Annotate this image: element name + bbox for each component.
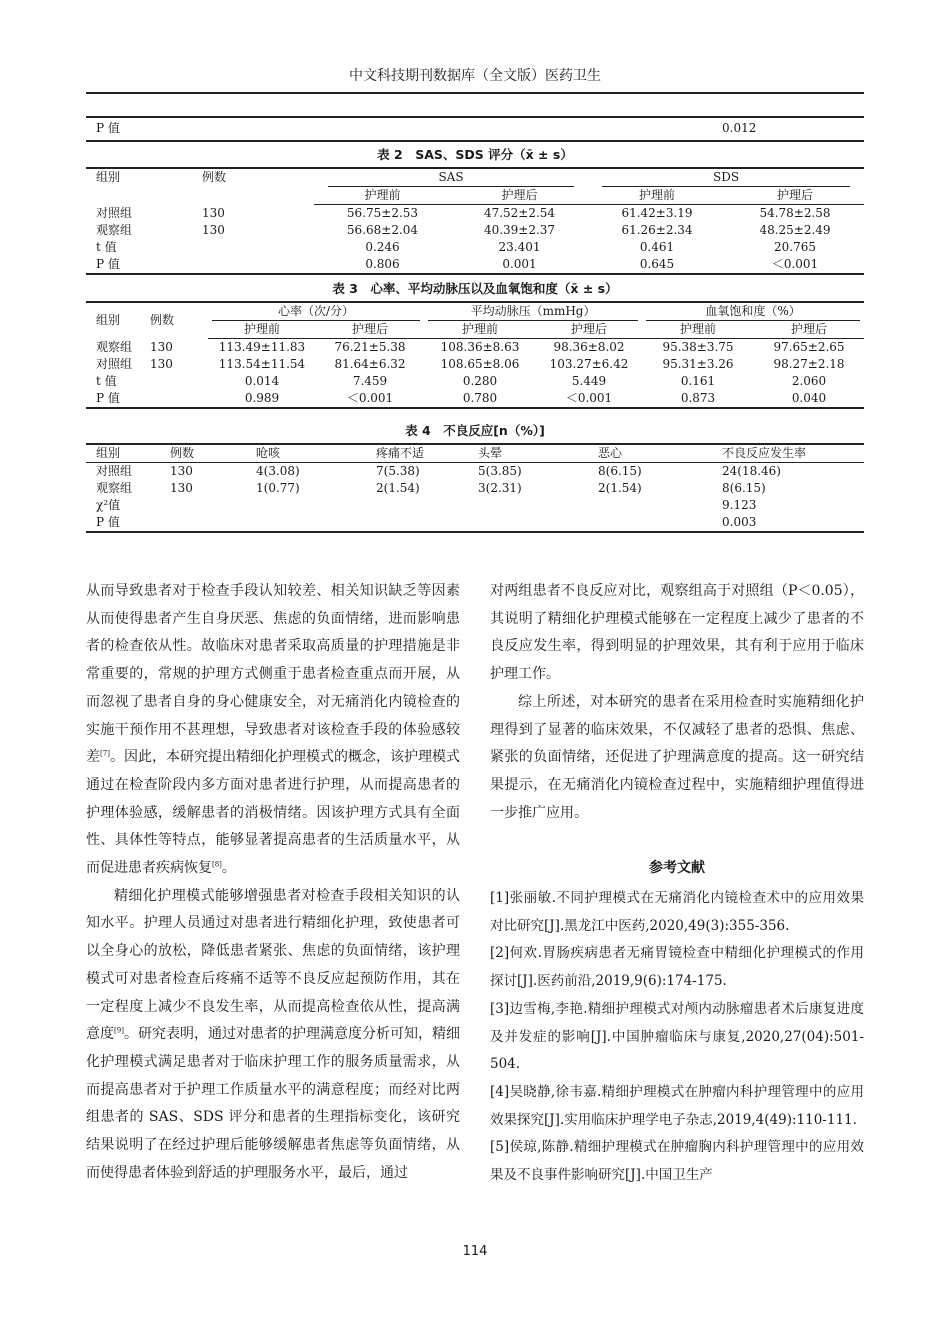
table-cell bbox=[376, 514, 478, 532]
table-cell: 0.001 bbox=[451, 256, 588, 274]
table-row bbox=[86, 480, 864, 497]
table-cell bbox=[598, 514, 722, 532]
table-cell: t 值 bbox=[96, 240, 117, 254]
table3-header-n: 例数 bbox=[150, 302, 208, 339]
page-number: 114 bbox=[462, 1244, 488, 1259]
text-run: 精细化护理模式能够增强患者对检查手段相关知识的认知水平。护理人员通过对患者进行精细化护理，致使患者可以全身心的放松，降低患者紧张、焦虑的负面情绪，该护理模式可对患者检查后疼痛不适等不良反应起预防作用，其在一定程度上减少不良发生率，从而提高检查依从性，提高满意度 bbox=[86, 887, 460, 1043]
table-cell: 48.25±2.49 bbox=[759, 223, 831, 237]
citation: [9] bbox=[114, 1026, 124, 1035]
table-cell: 对照组 bbox=[96, 464, 133, 478]
table4-header: 例数 bbox=[170, 444, 256, 463]
table-cell: 76.21±5.38 bbox=[334, 340, 406, 354]
table-cell: 观察组 bbox=[96, 223, 133, 237]
journal-header: 中文科技期刊数据库（全文版）医药卫生 bbox=[86, 62, 864, 94]
table-row bbox=[86, 514, 864, 532]
table-cell bbox=[478, 497, 598, 514]
table-cell: 61.42±3.19 bbox=[621, 206, 693, 220]
body-paragraph bbox=[86, 883, 460, 1188]
table-cell: 对照组 bbox=[96, 357, 133, 371]
text-run: 。研究表明，通过对患者的护理满意度分析可知，精细化护理模式满足患者对于临床护理工作的服务质量需求，从而提高患者对于护理工作质量水平的满意程度；而经对比两组患者的 SAS、SDS 评分和患者的生理指标变化，该研究结果说明了在经过护理后能够缓解患者焦虑等负面情绪，从而使得患者体验到舒适的护理服务水平，最后，通过 bbox=[86, 1026, 461, 1181]
table2-caption: 表 2 SAS、SDS 评分（x̄ ± s） bbox=[377, 147, 573, 162]
table-cell bbox=[196, 256, 314, 274]
table-cell: 0.280 bbox=[462, 374, 498, 388]
table-cell: 113.54±11.54 bbox=[218, 357, 306, 371]
table-cell: 103.27±6.42 bbox=[549, 357, 629, 371]
table-cell: 47.52±2.54 bbox=[483, 206, 556, 220]
table4 bbox=[86, 443, 864, 533]
table-cell: 97.65±2.65 bbox=[773, 340, 845, 354]
table-cell: P 值 bbox=[86, 390, 150, 408]
table-cell: ＜0.001 bbox=[536, 390, 642, 408]
table-row bbox=[86, 205, 864, 223]
table2-header-sds: SDS bbox=[602, 169, 850, 187]
table-cell: 8(6.15) bbox=[722, 481, 766, 495]
table-row bbox=[86, 256, 864, 274]
table-cell: 98.27±2.18 bbox=[773, 357, 845, 371]
body-paragraph: 对两组患者不良反应对比，观察组高于对照组（P＜0.05），其说明了精细化护理模式能够在一定程度上减少了患者的不良反应发生率，得到明显的护理效果，其有利于应用于临床护理工作。 bbox=[490, 583, 864, 683]
table-cell: 23.401 bbox=[498, 240, 541, 254]
reference-item: [4]吴晓静,徐韦嘉.精细护理模式在肿瘤内科护理管理中的应用效果探究[J].实用临床护理学电子杂志,2019,4(49):110-111. bbox=[490, 1083, 864, 1128]
table3-header-hr: 心率（次/分） bbox=[212, 303, 420, 321]
references-title: 参考文献 bbox=[649, 860, 705, 877]
table-row bbox=[86, 239, 864, 256]
table-cell: P 值 bbox=[86, 514, 170, 532]
table-cell bbox=[150, 373, 208, 390]
table-cell: 0.461 bbox=[639, 240, 675, 254]
table-cell: 130 bbox=[170, 481, 193, 495]
table4-header: 疼痛不适 bbox=[376, 444, 478, 463]
table-cell: 95.31±3.26 bbox=[662, 357, 734, 371]
table3-header-group: 组别 bbox=[86, 302, 150, 339]
table-cell: 8(6.15) bbox=[598, 464, 642, 478]
table3 bbox=[86, 301, 864, 409]
table-cell: ＜0.001 bbox=[316, 390, 424, 408]
right-column bbox=[490, 578, 864, 1190]
table-cell: 54.78±2.58 bbox=[759, 206, 831, 220]
table3-header-after: 护理后 bbox=[316, 321, 424, 339]
table-cell: 2(1.54) bbox=[598, 481, 642, 495]
table-cell: 0.161 bbox=[680, 374, 716, 388]
table-cell bbox=[256, 514, 376, 532]
table-cell bbox=[478, 514, 598, 532]
previous-table-tail bbox=[86, 116, 864, 142]
table-cell: 5.449 bbox=[571, 374, 607, 388]
table-row bbox=[86, 339, 864, 357]
table-cell: 7(5.38) bbox=[376, 464, 420, 478]
table-cell bbox=[150, 390, 208, 408]
table-cell bbox=[170, 514, 256, 532]
citation: [7] bbox=[100, 749, 110, 758]
table-cell: 0.989 bbox=[208, 390, 316, 408]
table-row bbox=[86, 390, 864, 408]
table3-header-before: 护理前 bbox=[424, 321, 536, 339]
table4-header: 恶心 bbox=[598, 444, 722, 463]
table-cell: 0.806 bbox=[314, 256, 451, 274]
table-cell: ＜0.001 bbox=[726, 256, 864, 274]
table-cell: 61.26±2.34 bbox=[621, 223, 693, 237]
p-value: 0.012 bbox=[722, 121, 757, 135]
table-row bbox=[86, 497, 864, 514]
table2-header-group: 组别 bbox=[86, 168, 196, 205]
table2-header-sas-after: 护理后 bbox=[451, 187, 588, 205]
table-cell: 108.36±8.63 bbox=[440, 340, 520, 354]
table-cell: 130 bbox=[202, 223, 225, 237]
table3-header-spo2: 血氧饱和度（%） bbox=[646, 303, 860, 321]
table-cell: χ²值 bbox=[96, 498, 121, 512]
table-cell: 7.459 bbox=[352, 374, 388, 388]
reference-item: [3]边雪梅,李艳.精细护理模式对颅内动脉瘤患者术后康复进度及并发症的影响[J].中国肿瘤临床与康复,2020,27(04):501-504. bbox=[490, 1000, 864, 1073]
table2 bbox=[86, 167, 864, 275]
table4-header: 不良反应发生率 bbox=[722, 444, 864, 463]
reference-item: [2]何欢.胃肠疾病患者无痛胃镜检查中精细化护理模式的作用探讨[J].医药前沿,2019,9(6):174-175. bbox=[490, 945, 864, 990]
table2-header-sds-after: 护理后 bbox=[726, 187, 864, 205]
table4-header: 头晕 bbox=[478, 444, 598, 463]
table3-header-map: 平均动脉压（mmHg） bbox=[428, 303, 638, 321]
table-cell: 95.38±3.75 bbox=[662, 340, 734, 354]
table-cell: 20.765 bbox=[774, 240, 817, 254]
table-cell: 观察组 bbox=[96, 339, 133, 354]
table-cell bbox=[170, 497, 256, 514]
table-cell: 9.123 bbox=[722, 498, 757, 512]
table-cell: 130 bbox=[150, 357, 173, 371]
table-cell: 0.645 bbox=[588, 256, 726, 274]
table-cell: 130 bbox=[202, 205, 225, 220]
table-cell: 98.36±8.02 bbox=[553, 340, 625, 354]
table3-header-before: 护理前 bbox=[208, 321, 316, 339]
citation: [8] bbox=[212, 860, 222, 869]
p-value-label: P 值 bbox=[96, 121, 120, 135]
table-cell: 2(1.54) bbox=[376, 481, 420, 495]
table-cell: 113.49±11.83 bbox=[218, 340, 306, 354]
table4-caption: 表 4 不良反应[n（%）] bbox=[405, 423, 545, 438]
table2-header-sds-before: 护理前 bbox=[588, 187, 726, 205]
table-cell: 0.014 bbox=[244, 374, 280, 388]
table-row bbox=[86, 222, 864, 239]
text-run: 。 bbox=[221, 860, 236, 877]
table-cell: 40.39±2.37 bbox=[483, 223, 556, 237]
table-cell bbox=[376, 497, 478, 514]
table-cell: 108.65±8.06 bbox=[440, 357, 520, 371]
text-run: 从而导致患者对于检查手段认知较差、相关知识缺乏等因素从而使得患者产生自身厌恶、焦虑的负面情绪，进而影响患者的检查依从性。故临床对患者采取高质量的护理措施是非常重要的，常规的护理方式侧重于患者检查重点而开展，从而忽视了患者自身的身心健康安全，对无痛消化内镜检查的实施干预作用不甚理想，导致患者对该检查手段的体验感较差 bbox=[86, 583, 460, 766]
table3-header-after: 护理后 bbox=[536, 321, 642, 339]
table-cell: 1(0.77) bbox=[256, 481, 300, 495]
table-row bbox=[86, 463, 864, 481]
table4-header: 呛咳 bbox=[256, 444, 376, 463]
table-cell bbox=[598, 497, 722, 514]
table-cell: 对照组 bbox=[96, 205, 133, 220]
table4-header: 组别 bbox=[86, 444, 170, 463]
table-cell: 0.873 bbox=[642, 390, 754, 408]
table-cell: 130 bbox=[150, 339, 173, 354]
reference-item: [1]张丽敏.不同护理模式在无痛消化内镜检查术中的应用效果对比研究[J].黑龙江中医药,2020,49(3):355-356. bbox=[490, 890, 864, 934]
left-column bbox=[86, 578, 460, 1187]
body-paragraph: 综上所述，对本研究的患者在采用检查时实施精细化护理得到了显著的临床效果，不仅减轻了患者的恐惧、焦虑、紧张的负面情绪，还促进了护理满意度的提高。这一研究结果提示，在无痛消化内镜检查过程中，实施精细护理值得进一步推广应用。 bbox=[490, 693, 864, 821]
table-cell bbox=[256, 497, 376, 514]
table-cell: 5(3.85) bbox=[478, 464, 522, 478]
table2-header-sas-before: 护理前 bbox=[314, 187, 451, 205]
table2-header-n: 例数 bbox=[196, 168, 314, 205]
table-cell: t 值 bbox=[96, 374, 117, 388]
table2-header-sas: SAS bbox=[328, 169, 574, 187]
table-cell: 24(18.46) bbox=[722, 464, 781, 478]
table-cell: 81.64±6.32 bbox=[334, 357, 406, 371]
table3-header-before: 护理前 bbox=[642, 321, 754, 339]
table-cell: 4(3.08) bbox=[256, 464, 300, 478]
table-cell: 2.060 bbox=[791, 374, 827, 388]
text-run: 。因此，本研究提出精细化护理模式的概念，该护理模式通过在检查阶段内多方面对患者进行护理，从而提高患者的护理体验感，缓解患者的消极情绪。因该护理方式具有全面性、具体性等特点，能够显著提高患者的生活质量水平，从而促进患者疾病恢复 bbox=[86, 749, 461, 877]
table-cell: 0.246 bbox=[365, 240, 400, 254]
table-cell: 0.780 bbox=[424, 390, 536, 408]
table-cell: 130 bbox=[170, 464, 193, 478]
table-cell bbox=[196, 239, 314, 256]
table-cell: 0.003 bbox=[722, 514, 864, 532]
body-paragraph bbox=[86, 578, 460, 883]
table-cell: 观察组 bbox=[96, 481, 133, 495]
table-cell: 0.040 bbox=[754, 390, 864, 408]
table3-header-after: 护理后 bbox=[754, 321, 864, 339]
table-row bbox=[86, 356, 864, 373]
reference-item: [5]侯琼,陈静.精细护理模式在肿瘤胸内科护理管理中的应用效果及不良事件影响研究[J].中国卫生产 bbox=[490, 1139, 864, 1184]
table3-caption: 表 3 心率、平均动脉压以及血氧饱和度（x̄ ± s） bbox=[332, 281, 618, 296]
table-cell: 56.68±2.04 bbox=[346, 223, 419, 237]
table-cell: P 值 bbox=[86, 256, 196, 274]
table-row bbox=[86, 373, 864, 390]
table-cell: 3(2.31) bbox=[478, 481, 522, 495]
table-cell: 56.75±2.53 bbox=[346, 206, 419, 220]
